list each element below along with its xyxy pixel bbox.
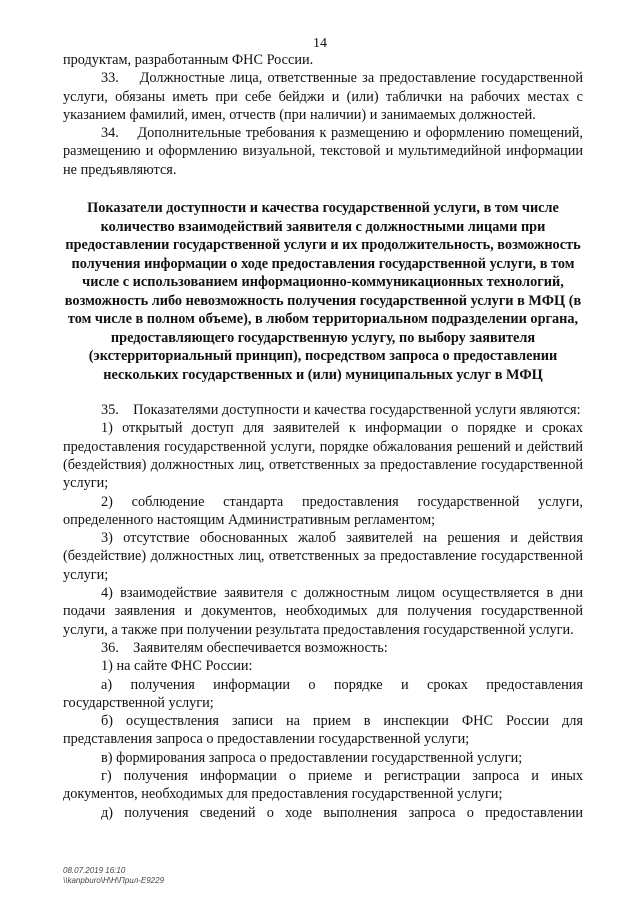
- spacer: [63, 179, 583, 199]
- footer-file-path: \\kanpburo\Н\Н\Прил-Е9229: [63, 876, 165, 885]
- paragraph-34: 34. Дополнительные требования к размещению и оформлению помещений, размещению и оформлению визуальной, текстовой и мультимедийной информации не предъявляются.: [63, 125, 583, 178]
- footer-timestamp: 08.07.2019 16:10: [63, 866, 126, 875]
- list-item: 1) на сайте ФНС России:: [101, 658, 253, 675]
- file-footer: [63, 866, 164, 886]
- list-item: а) получения информации о порядке и сроках предоставления государственной услуги;: [63, 676, 583, 711]
- list-item: д) получения сведений о ходе выполнения запроса о предоставлении: [101, 804, 583, 821]
- paragraph-35: 35. Показателями доступности и качества государственной услуги являются:: [101, 402, 581, 419]
- list-item: 4) взаимодействие заявителя с должностным лицом осуществляется в дни подачи заявления и документов, необходимых для получения государственной услуги, а также при получении результата предоставления государственной услуги.: [63, 585, 583, 638]
- list-item: 1) открытый доступ для заявителей к информации о порядке и сроках предоставления государственной услуги, порядке обжалования решений и действий (бездействия) должностных лиц, ответственных за предоставление государственной услуги;: [63, 420, 583, 492]
- page-number: 14: [313, 36, 327, 51]
- spacer: [63, 384, 583, 401]
- section-heading: Показатели доступности и качества государственной услуги, в том числе количество взаимодействий заявителя с должностными лицами при предоставлении государственной услуги и их продолжительность, возможность получения информации о ходе предоставления государственной услуги, в том числе с использованием информационно-коммуникационных технологий, возможность либо невозможность получения государственной услуги в МФЦ (в том числе в полном объеме), в любом территориальном подразделении органа, предоставляющего государственную услугу, по выбору заявителя (экстерриториальный принцип), посредством запроса о предоставлении нескольких государственных и (или) муниципальных услуг в МФЦ: [64, 200, 582, 383]
- paragraph-33: 33. Должностные лица, ответственные за предоставление государственной услуги, обязаны иметь при себе бейджи и (или) таблички на рабочих местах с указанием фамилий, имен, отчеств (при наличии) и занимаемых должностей.: [63, 70, 583, 123]
- list-item: 3) отсутствие обоснованных жалоб заявителей на решения и действия (бездействие) должностных лиц, ответственных за предоставление государственной услуги;: [63, 530, 583, 583]
- paragraph-36: 36. Заявителям обеспечивается возможность:: [101, 639, 388, 656]
- list-item: г) получения информации о приеме и регистрации запроса и иных документов, необходимых для предоставления государственной услуги;: [63, 768, 583, 803]
- list-item: б) осуществления записи на прием в инспекции ФНС России для представления запроса о предоставлении государственной услуги;: [63, 713, 583, 748]
- list-item: 2) соблюдение стандарта предоставления государственной услуги, определенного настоящим Административным регламентом;: [63, 493, 583, 528]
- list-item: в) формирования запроса о предоставлении государственной услуги;: [101, 749, 523, 766]
- paragraph: продуктам, разработанным ФНС России.: [63, 52, 314, 68]
- document-body: [63, 51, 583, 822]
